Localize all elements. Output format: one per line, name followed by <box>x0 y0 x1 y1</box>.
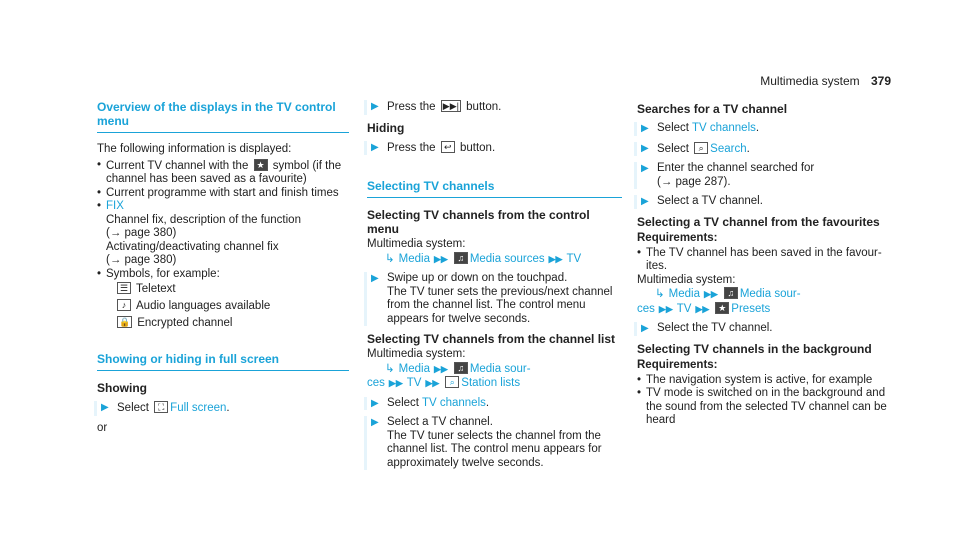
media-icon: ♫ <box>454 362 468 374</box>
back-icon: ↩ <box>441 141 455 153</box>
requirements-list <box>637 374 892 428</box>
sub-heading: Selecting TV channels in the background <box>637 341 872 356</box>
text: Select <box>387 396 422 409</box>
fix-description: Channel fix, description of the function <box>106 213 301 226</box>
column-3 <box>637 100 892 428</box>
menu-path: ↳ Media ▶▶ ♫ Media sources ▶▶ TV <box>385 252 582 265</box>
intro-text: The following information is displayed: <box>97 143 292 155</box>
sub-heading: Searches for a TV channel <box>637 102 788 116</box>
lock-icon: 🔒 <box>119 317 131 327</box>
text: Select <box>657 142 693 155</box>
step-arrow-icon: ▶ <box>101 402 109 413</box>
text: Select a TV channel. <box>657 195 763 207</box>
section-title-fullscreen: Showing or hiding in full screen <box>97 352 349 371</box>
text: Press the <box>387 141 439 154</box>
text: button. <box>462 101 502 113</box>
list-item <box>97 268 349 333</box>
column-2 <box>367 100 622 476</box>
link-full-screen: Full screen <box>170 402 227 414</box>
menu-path: ces ▶▶ TV ▶▶ ★ Presets <box>637 302 771 315</box>
media-icon: ♫ <box>454 252 468 264</box>
text: TV <box>406 377 422 389</box>
step: ▶ Select ⛶ Full screen. <box>94 401 349 416</box>
section-title-overview: Overview of the displays in the TV control menu <box>97 100 349 133</box>
list-item <box>97 159 349 187</box>
list-item: • The navigation system is active, for example <box>637 374 892 388</box>
step <box>364 416 622 470</box>
star-icon: ★ <box>715 302 729 314</box>
text: Select the TV channel. <box>657 322 773 334</box>
text: Multimedia system: <box>367 348 466 360</box>
text: Current TV channel with the <box>106 159 252 172</box>
step-arrow-icon: ▶ <box>371 417 379 428</box>
text: TV <box>676 302 692 315</box>
step <box>364 272 622 326</box>
skip-forward-icon: ▶▶| <box>442 101 459 111</box>
fullscreen-icon: ⛶ <box>154 401 168 413</box>
text: Media sour- <box>739 288 801 300</box>
list-item: • Current programme with start and finish times <box>97 187 349 201</box>
column-1 <box>97 100 349 435</box>
teletext-icon: ☰ <box>117 282 131 294</box>
text: ces <box>637 302 655 315</box>
menu-path: ↳ Media ▶▶ ♫ Media sour- <box>385 362 531 375</box>
text: Station lists <box>461 377 521 389</box>
symbol-row <box>106 281 349 298</box>
text: Presets <box>731 302 771 315</box>
page-header <box>760 74 891 88</box>
symbol-row <box>106 298 349 315</box>
text: Enter the channel searched for <box>657 162 815 174</box>
text: Teletext <box>136 283 176 295</box>
list-item <box>97 200 349 268</box>
step: ▶ Select TV channels. <box>364 397 622 411</box>
requirements-list <box>637 247 892 274</box>
requirements: Requirements: <box>637 231 718 244</box>
showing-heading: Showing <box>97 381 147 395</box>
text: The TV tuner sets the previous/next channel from the channel list. The control menu appears for twelve seconds. <box>387 285 613 325</box>
link-tv-channels: TV channels <box>691 122 756 134</box>
step-arrow-icon: ▶ <box>641 323 649 334</box>
sub-heading: Selecting TV channels from the control menu <box>367 208 590 236</box>
text: Press the <box>387 101 439 113</box>
step <box>634 162 892 189</box>
text: symbol (if the channel has been saved as a favourite) <box>106 159 342 185</box>
text: Media sources <box>469 252 545 265</box>
text: Media <box>398 252 430 265</box>
text: Multimedia system: <box>637 273 736 286</box>
step <box>364 141 622 156</box>
menu-path: ↳ Media ▶▶ ♫ Media sour- <box>655 288 801 300</box>
step-arrow-icon: ▶ <box>371 273 379 284</box>
link-search: Search <box>710 142 747 155</box>
step-arrow-icon: ▶ <box>641 163 649 174</box>
step <box>634 195 892 209</box>
symbols-label: • Symbols, for example: <box>106 267 220 280</box>
text: Select <box>657 122 692 134</box>
fix-label: • FIX <box>106 200 124 212</box>
requirements: Requirements: <box>637 358 718 371</box>
text: button. <box>456 141 496 154</box>
text: Media <box>398 362 430 375</box>
step: ▶ Select ⌕ Search. <box>634 142 892 157</box>
step <box>634 322 892 336</box>
fix-activate: Activating/deactivating channel fix <box>106 240 279 253</box>
text: Select a TV channel. <box>387 416 493 428</box>
page-ref: (→ page 380) <box>106 227 177 239</box>
sub-heading: Selecting TV channels from the channel list <box>367 332 616 346</box>
text: Audio languages available <box>136 300 271 312</box>
text: TV <box>566 252 582 265</box>
hiding-heading: Hiding <box>367 120 405 135</box>
text: Select <box>117 402 153 414</box>
star-icon: ★ <box>254 159 268 171</box>
page-number: 379 <box>870 74 891 88</box>
step: ▶ Select TV channels. <box>634 122 892 136</box>
step-arrow-icon: ▶ <box>641 142 649 154</box>
search-icon: ⌕ <box>694 142 708 154</box>
text: Encrypted channel <box>137 317 233 329</box>
link-tv-channels: TV channels <box>421 396 486 409</box>
text: Swipe up or down on the touchpad. <box>387 272 568 284</box>
header-title: Multimedia system <box>760 74 860 88</box>
text: Media sour- <box>469 362 531 375</box>
text: The TV tuner selects the channel from the channel list. The control menu appears for approximately twelve seconds. <box>387 429 602 469</box>
page-ref: (→ page 287). <box>657 175 731 188</box>
text: ces <box>367 377 385 389</box>
menu-path: ces ▶▶ TV ▶▶ ⌕ Station lists <box>367 377 521 389</box>
page-ref: (→ page 380) <box>106 254 177 266</box>
list-item: • The TV channel has been saved in the favour-ites. <box>637 247 892 274</box>
search-icon: ⌕ <box>445 376 459 388</box>
step <box>364 100 622 115</box>
info-list <box>97 159 349 333</box>
sub-heading: Selecting a TV channel from the favourites <box>637 214 880 229</box>
media-icon: ♫ <box>724 287 738 299</box>
step-arrow-icon: ▶ <box>371 397 379 409</box>
symbol-row <box>106 315 349 332</box>
audio-language-icon: ♪ <box>117 299 131 311</box>
section-title-selecting: Selecting TV channels <box>367 179 622 198</box>
step-arrow-icon: ▶ <box>641 196 649 207</box>
step-arrow-icon: ▶ <box>641 123 649 134</box>
step-arrow-icon: ▶ <box>371 141 379 153</box>
text: Media <box>668 288 700 300</box>
text: Multimedia system: <box>367 238 466 250</box>
or-text: or <box>97 421 108 434</box>
step-arrow-icon: ▶ <box>371 101 379 112</box>
list-item: • TV mode is switched on in the background and the sound from the selected TV channel can be heard <box>637 387 892 428</box>
